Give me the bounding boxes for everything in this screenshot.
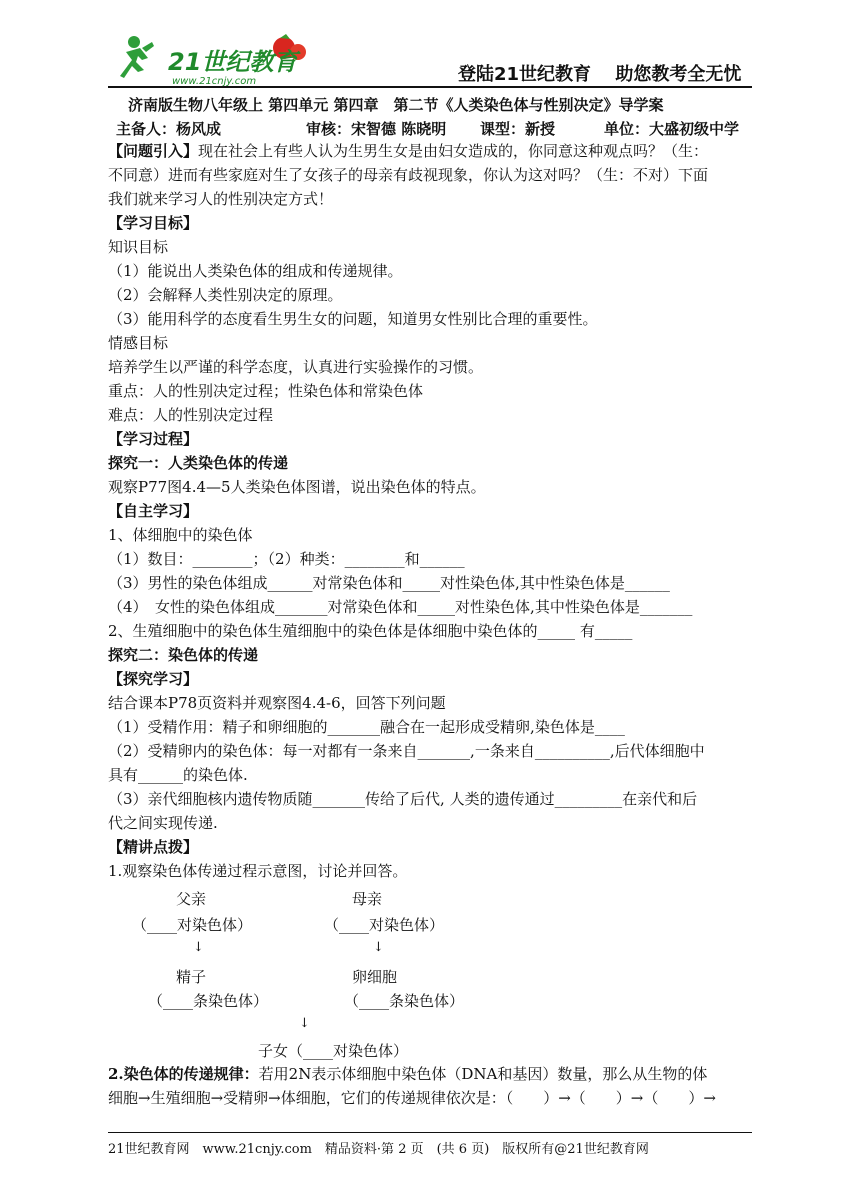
arrow-down-icon: ↓ [373, 940, 384, 955]
difficult-points: 难点：人的性别决定过程 [108, 406, 274, 424]
question-2-line-2: 具有______的染色体. [108, 766, 248, 784]
diagram-child: 子女（____对染色体） [258, 1042, 409, 1060]
emotion-goals-label: 情感目标 [108, 334, 169, 352]
rule-text-1: 若用2N表示体细胞中染色体（DNA和基因）数量，那么从生物的体 [258, 1065, 708, 1083]
runner-icon [120, 36, 154, 78]
logo-url: www.21cnjy.com [172, 76, 257, 87]
intro-text-1: 现在社会上有些人认为生男生女是由妇女造成的，你同意这种观点吗？（生： [198, 142, 709, 160]
diagram-sperm-count: （____条染色体） [148, 992, 269, 1010]
diagram-mother: 母亲 [352, 890, 383, 908]
knowledge-goal-2: （2）会解释人类性别决定的原理。 [108, 286, 343, 304]
question-1: （1）受精作用：精子和卵细胞的_______融合在一起形成受精卵,染色体是____ [108, 718, 625, 736]
site-logo [112, 30, 312, 88]
school: 单位：大盛初级中学 [604, 120, 740, 138]
diagram-egg: 卵细胞 [352, 968, 398, 986]
arrow-down-icon: ↓ [193, 940, 204, 955]
explore-2-heading: 探究二：染色体的传递 [108, 646, 259, 664]
lecture-item-1: 1.观察染色体传递过程示意图，讨论并回答。 [108, 862, 408, 880]
self-study-item-1c: （4） 女性的染色体组成_______对常染色体和_____对性染色体,其中性染色体是_______ [108, 598, 693, 616]
logo-brand: 21世纪教育 [168, 48, 298, 76]
rule-line-1 [108, 1064, 707, 1084]
rule-line-2: 细胞→生殖细胞→受精卵→体细胞，它们的传递规律依次是：（ ）→（ ）→（ ）→ [108, 1089, 716, 1107]
knowledge-goal-1: （1）能说出人类染色体的组成和传递规律。 [108, 262, 403, 280]
footer: 21世纪教育网 www.21cnjy.com 精品资料·第 2 页 (共 6 页) 版权所有@21世纪教育网 [108, 1142, 649, 1157]
lesson-type: 课型：新授 [480, 120, 556, 138]
diagram-father: 父亲 [176, 890, 207, 908]
observe-instruction: 观察P77图4.4—5人类染色体图谱，说出染色体的特点。 [108, 478, 486, 496]
diagram-mother-pairs: （____对染色体） [324, 916, 445, 934]
header-slogan: 登陆21世纪教育 助您教考全无忧 [458, 64, 742, 85]
rule-label: 2.染色体的传递规律： [108, 1065, 259, 1083]
preparer: 主备人：杨风成 [116, 120, 222, 138]
reviewer: 审核：宋智德 陈晓明 [306, 120, 447, 138]
footer-divider [108, 1132, 752, 1133]
goals-heading: 【学习目标】 [108, 214, 199, 232]
question-3-line-1: （3）亲代细胞核内遗传物质随_______传给了后代, 人类的遗传通过_________在亲代和后 [108, 790, 698, 808]
question-intro: 结合课本P78页资料并观察图4.4-6，回答下列问题 [108, 694, 446, 712]
self-study-item-1a: （1）数目：________；（2）种类：________和______ [108, 550, 465, 568]
document-title: 济南版生物八年级上 第四单元 第四章 第二节《人类染色体与性别决定》导学案 [128, 96, 664, 114]
knowledge-goal-3: （3）能用科学的态度看生男生女的问题，知道男女性别比合理的重要性。 [108, 310, 598, 328]
header-divider [108, 86, 752, 88]
self-study-item-1: 1、体细胞中的染色体 [108, 526, 253, 544]
self-study-item-1b: （3）男性的染色体组成______对常染色体和_____对性染色体,其中性染色体是______ [108, 574, 670, 592]
diagram-egg-count: （____条染色体） [344, 992, 465, 1010]
inquiry-heading: 【探究学习】 [108, 670, 199, 688]
intro-line-1 [108, 141, 708, 161]
diagram-sperm: 精子 [176, 968, 207, 986]
knowledge-goals-label: 知识目标 [108, 238, 169, 256]
explore-1-heading: 探究一：人类染色体的传递 [108, 454, 289, 472]
diagram-father-pairs: （____对染色体） [132, 916, 253, 934]
question-3-line-2: 代之间实现传递. [108, 814, 218, 832]
lecture-heading: 【精讲点拨】 [108, 838, 199, 856]
key-points: 重点：人的性别决定过程；性染色体和常染色体 [108, 382, 424, 400]
arrow-down-icon: ↓ [299, 1016, 310, 1031]
process-heading: 【学习过程】 [108, 430, 199, 448]
intro-line-2: 不同意）进而有些家庭对生了女孩子的母亲有歧视现象，你认为这对吗？（生：不对）下面 [108, 166, 709, 184]
intro-line-3: 我们就来学习人的性别决定方式！ [108, 190, 334, 208]
question-2-line-1: （2）受精卵内的染色体：每一对都有一条来自_______,一条来自__________,后代体细胞中 [108, 742, 705, 760]
self-study-item-2: 2、生殖细胞中的染色体生殖细胞中的染色体是体细胞中染色体的_____ 有_____ [108, 622, 633, 640]
emotion-goal-1: 培养学生以严谨的科学态度，认真进行实验操作的习惯。 [108, 358, 484, 376]
intro-heading: 【问题引入】 [108, 142, 199, 160]
self-study-heading: 【自主学习】 [108, 502, 199, 520]
